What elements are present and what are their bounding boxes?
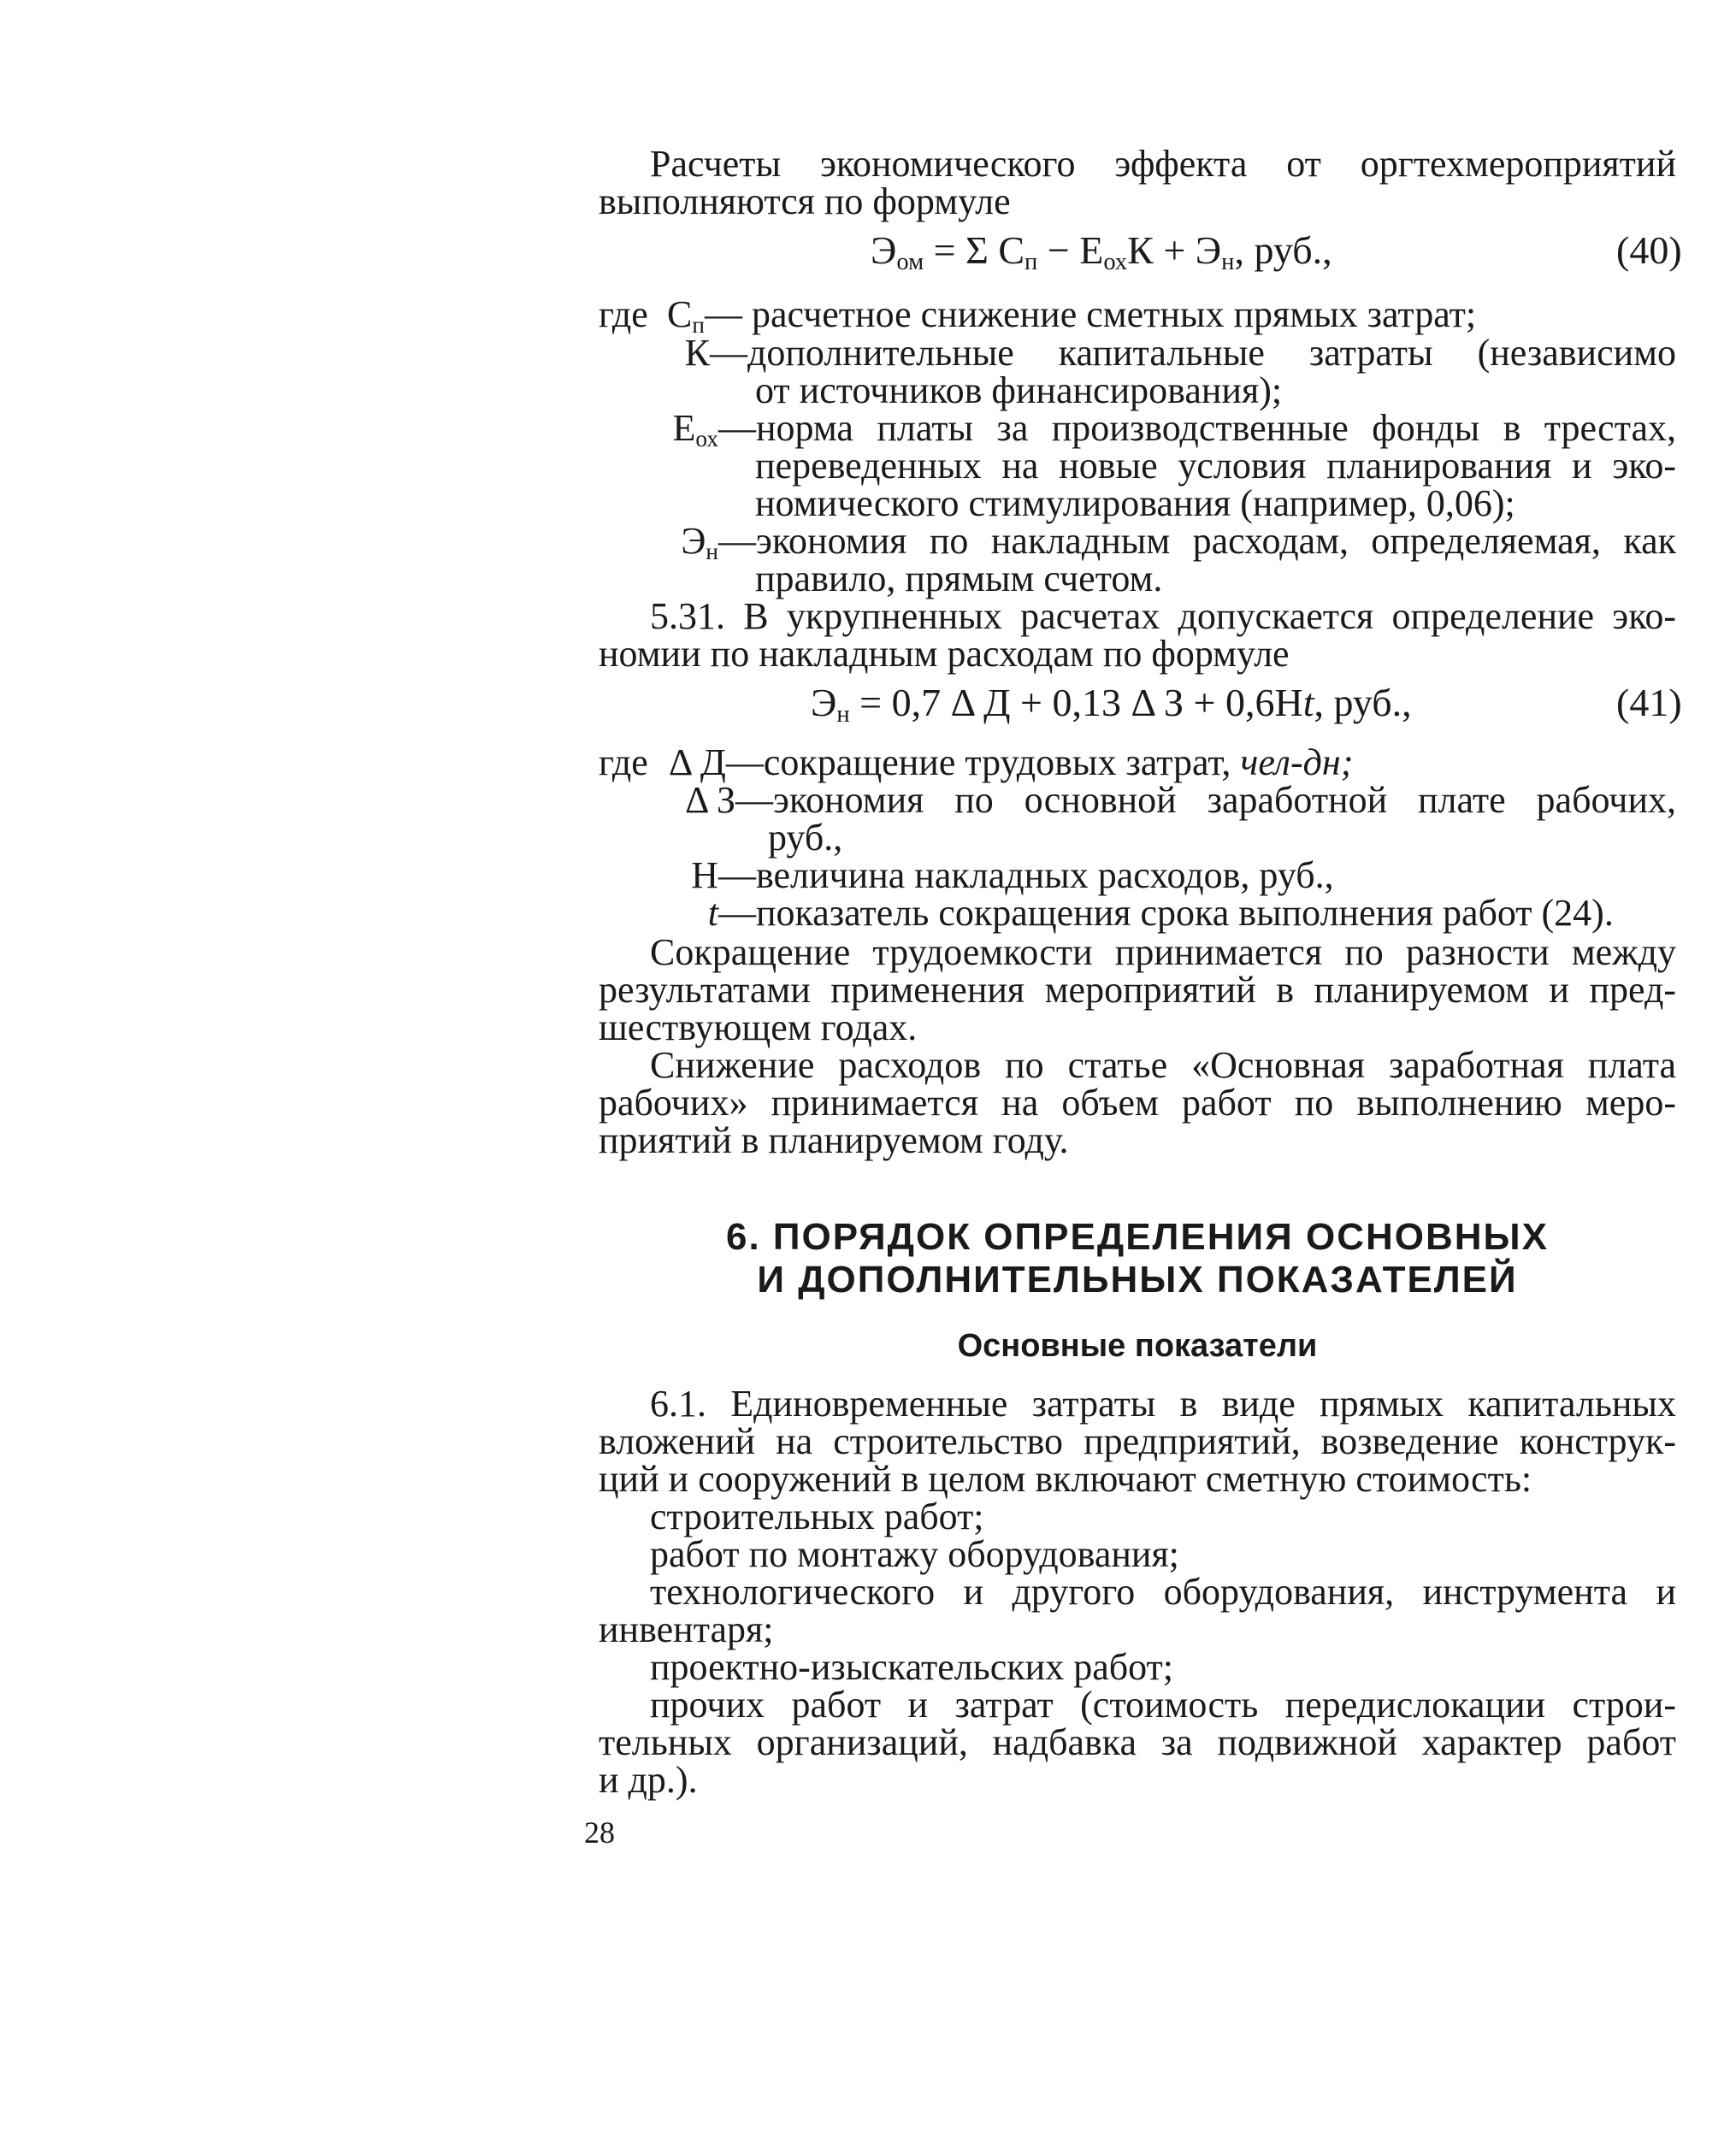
section-heading-line-1: 6. ПОРЯДОК ОПРЕДЕЛЕНИЯ ОСНОВНЫХ <box>726 1216 1549 1258</box>
def41-dz-text-1: —экономия по основной заработной плате рабочих, <box>735 779 1676 821</box>
list-item-design: проектно-изыскательских работ; <box>650 1646 1173 1688</box>
equation-number-40: (40) <box>1616 228 1682 272</box>
list-item-other-line-2: тельных организаций, надбавка за подвижной характер работ <box>599 1721 1676 1763</box>
p531-line-2: номии по накладным расходам по формуле <box>599 633 1290 675</box>
p61-line-2: вложений на строительство предприятий, возведение конструк- <box>599 1420 1676 1462</box>
def40-en-text-2: правило, прямым счетом. <box>755 558 1163 599</box>
def41-t-label: t <box>707 892 718 934</box>
def40-k-text-2: от источников финансирования); <box>755 369 1283 411</box>
def40-eoh-label: $Е_{ох}$ <box>672 407 718 451</box>
p531-line-1: 5.31. В укрупненных расчетах допускается определение эко- <box>650 595 1676 637</box>
def40-k-text-1: —дополнительные капитальные затраты (независимо <box>710 332 1676 374</box>
def41-n-text: —величина накладных расходов, руб., <box>718 854 1334 896</box>
page-number: 28 <box>584 1815 615 1850</box>
subsection-heading: Основные показатели <box>957 1328 1318 1364</box>
labor-line-3: шествующем годах. <box>599 1006 918 1048</box>
intro-line-2: выполняются по формуле <box>599 180 1011 222</box>
where-label-40: где <box>599 293 648 335</box>
labor-line-2: результатами применения мероприятий в планируемом и пред- <box>599 969 1676 1011</box>
def40-k-label: К <box>684 332 710 374</box>
formula-40: $Э_{ом} = \Sigma$ $С_п - Е_{ох}К + Э_н$, руб., <box>871 228 1332 276</box>
intro-line-1: Расчеты экономического эффекта от оргтехмероприятий <box>650 143 1676 185</box>
list-item-other-line-1: прочих работ и затрат (стоимость передислокации строи- <box>650 1684 1676 1726</box>
list-item-other-line-3: и др.). <box>599 1759 698 1801</box>
wages-line-3: приятий в планируемом году. <box>599 1119 1069 1161</box>
def40-en-text-1: —экономия по накладным расходам, определяемая, как <box>718 520 1676 562</box>
list-item-equipment-line-1: технологического и другого оборудования, инструмента и <box>650 1571 1676 1613</box>
labor-line-1: Сокращение трудоемкости принимается по разности между <box>650 931 1676 973</box>
list-item-construction: строительных работ; <box>650 1496 984 1537</box>
def41-dd: Δ Д—сокращение трудовых затрат, чел-дн; <box>669 741 1354 783</box>
list-item-equipment-line-2: инвентаря; <box>599 1608 774 1650</box>
equation-number-41: (41) <box>1616 681 1682 724</box>
def41-dz-label: Δ З <box>685 779 735 821</box>
def40-eoh-text-1: —норма платы за производственные фонды в трестах, <box>718 407 1676 449</box>
def41-dz-text-2: руб., <box>768 817 843 859</box>
def41-n-label: Н <box>691 854 718 896</box>
p61-line-1: 6.1. Единовременные затраты в виде прямых капитальных <box>650 1383 1676 1425</box>
wages-line-1: Снижение расходов по статье «Основная заработная плата <box>650 1044 1676 1086</box>
wages-line-2: рабочих» принимается на объем работ по выполнению меро- <box>599 1082 1676 1124</box>
def41-t-text: —показатель сокращения срока выполнения работ (24). <box>718 892 1614 934</box>
def40-eoh-text-2: переведенных на новые условия планирования и эко- <box>755 445 1676 487</box>
section-heading-line-2: И ДОПОЛНИТЕЛЬНЫХ ПОКАЗАТЕЛЕЙ <box>757 1259 1518 1301</box>
formula-41: $Э_н = 0,7$ Δ Д + 0,13 Δ З + 0,6Нt, руб., <box>811 681 1412 729</box>
def40-eoh-text-3: номического стимулирования (например, 0,06); <box>755 482 1515 524</box>
where-label-41: где <box>599 741 648 783</box>
def40-cn: $С_п—$ расчетное снижение сметных прямых затрат; <box>667 293 1477 338</box>
list-item-installation: работ по монтажу оборудования; <box>650 1533 1179 1575</box>
p61-line-3: ций и сооружений в целом включают сметную стоимость: <box>599 1458 1532 1500</box>
def40-en-label: $Э_н$ <box>681 520 718 564</box>
